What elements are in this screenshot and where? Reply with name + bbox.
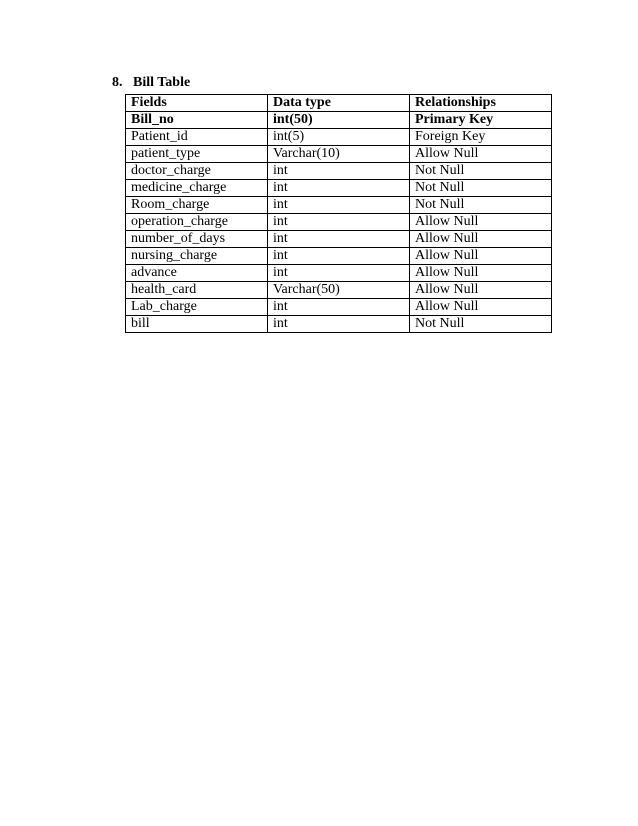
data-type-cell: int	[268, 231, 410, 248]
data-type-cell: int	[268, 299, 410, 316]
section-title: Bill Table	[133, 75, 191, 90]
field-cell: Room_charge	[126, 197, 268, 214]
data-type-cell: int	[268, 316, 410, 333]
field-cell: Lab_charge	[126, 299, 268, 316]
relationship-cell: Allow Null	[410, 265, 552, 282]
field-cell: nursing_charge	[126, 248, 268, 265]
table-row	[126, 129, 552, 146]
field-cell: patient_type	[126, 146, 268, 163]
table-row	[126, 197, 552, 214]
table-row	[126, 299, 552, 316]
data-type-cell: int	[268, 197, 410, 214]
data-type-cell: int	[268, 163, 410, 180]
data-type-cell: int	[268, 180, 410, 197]
field-cell: number_of_days	[126, 231, 268, 248]
relationship-cell: Foreign Key	[410, 129, 552, 146]
data-type-cell: Varchar(10)	[268, 146, 410, 163]
relationship-cell: Allow Null	[410, 299, 552, 316]
header-fields: Fields	[126, 95, 268, 112]
field-cell: Bill_no	[126, 112, 268, 129]
relationship-cell: Not Null	[410, 180, 552, 197]
relationship-cell: Allow Null	[410, 248, 552, 265]
bill-table	[125, 94, 552, 333]
table-row	[126, 231, 552, 248]
field-cell: doctor_charge	[126, 163, 268, 180]
table-row	[126, 163, 552, 180]
data-type-cell: int	[268, 265, 410, 282]
table-row	[126, 146, 552, 163]
table-row	[126, 248, 552, 265]
field-cell: advance	[126, 265, 268, 282]
table-row	[126, 214, 552, 231]
table-row	[126, 265, 552, 282]
relationship-cell: Not Null	[410, 316, 552, 333]
section-heading	[112, 75, 190, 91]
relationship-cell: Allow Null	[410, 231, 552, 248]
relationship-cell: Not Null	[410, 163, 552, 180]
relationship-cell: Allow Null	[410, 146, 552, 163]
field-cell: health_card	[126, 282, 268, 299]
field-cell: medicine_charge	[126, 180, 268, 197]
field-cell: operation_charge	[126, 214, 268, 231]
relationship-cell: Not Null	[410, 197, 552, 214]
relationship-cell: Allow Null	[410, 214, 552, 231]
field-cell: bill	[126, 316, 268, 333]
header-data-type: Data type	[268, 95, 410, 112]
relationship-cell: Allow Null	[410, 282, 552, 299]
table-row	[126, 316, 552, 333]
header-relationships: Relationships	[410, 95, 552, 112]
data-type-cell: Varchar(50)	[268, 282, 410, 299]
table-row	[126, 112, 552, 129]
data-type-cell: int	[268, 214, 410, 231]
data-type-cell: int	[268, 248, 410, 265]
section-number: 8.	[112, 75, 123, 90]
table-row	[126, 180, 552, 197]
data-type-cell: int(5)	[268, 129, 410, 146]
table-header-row	[126, 95, 552, 112]
table-row	[126, 282, 552, 299]
data-type-cell: int(50)	[268, 112, 410, 129]
relationship-cell: Primary Key	[410, 112, 552, 129]
field-cell: Patient_id	[126, 129, 268, 146]
